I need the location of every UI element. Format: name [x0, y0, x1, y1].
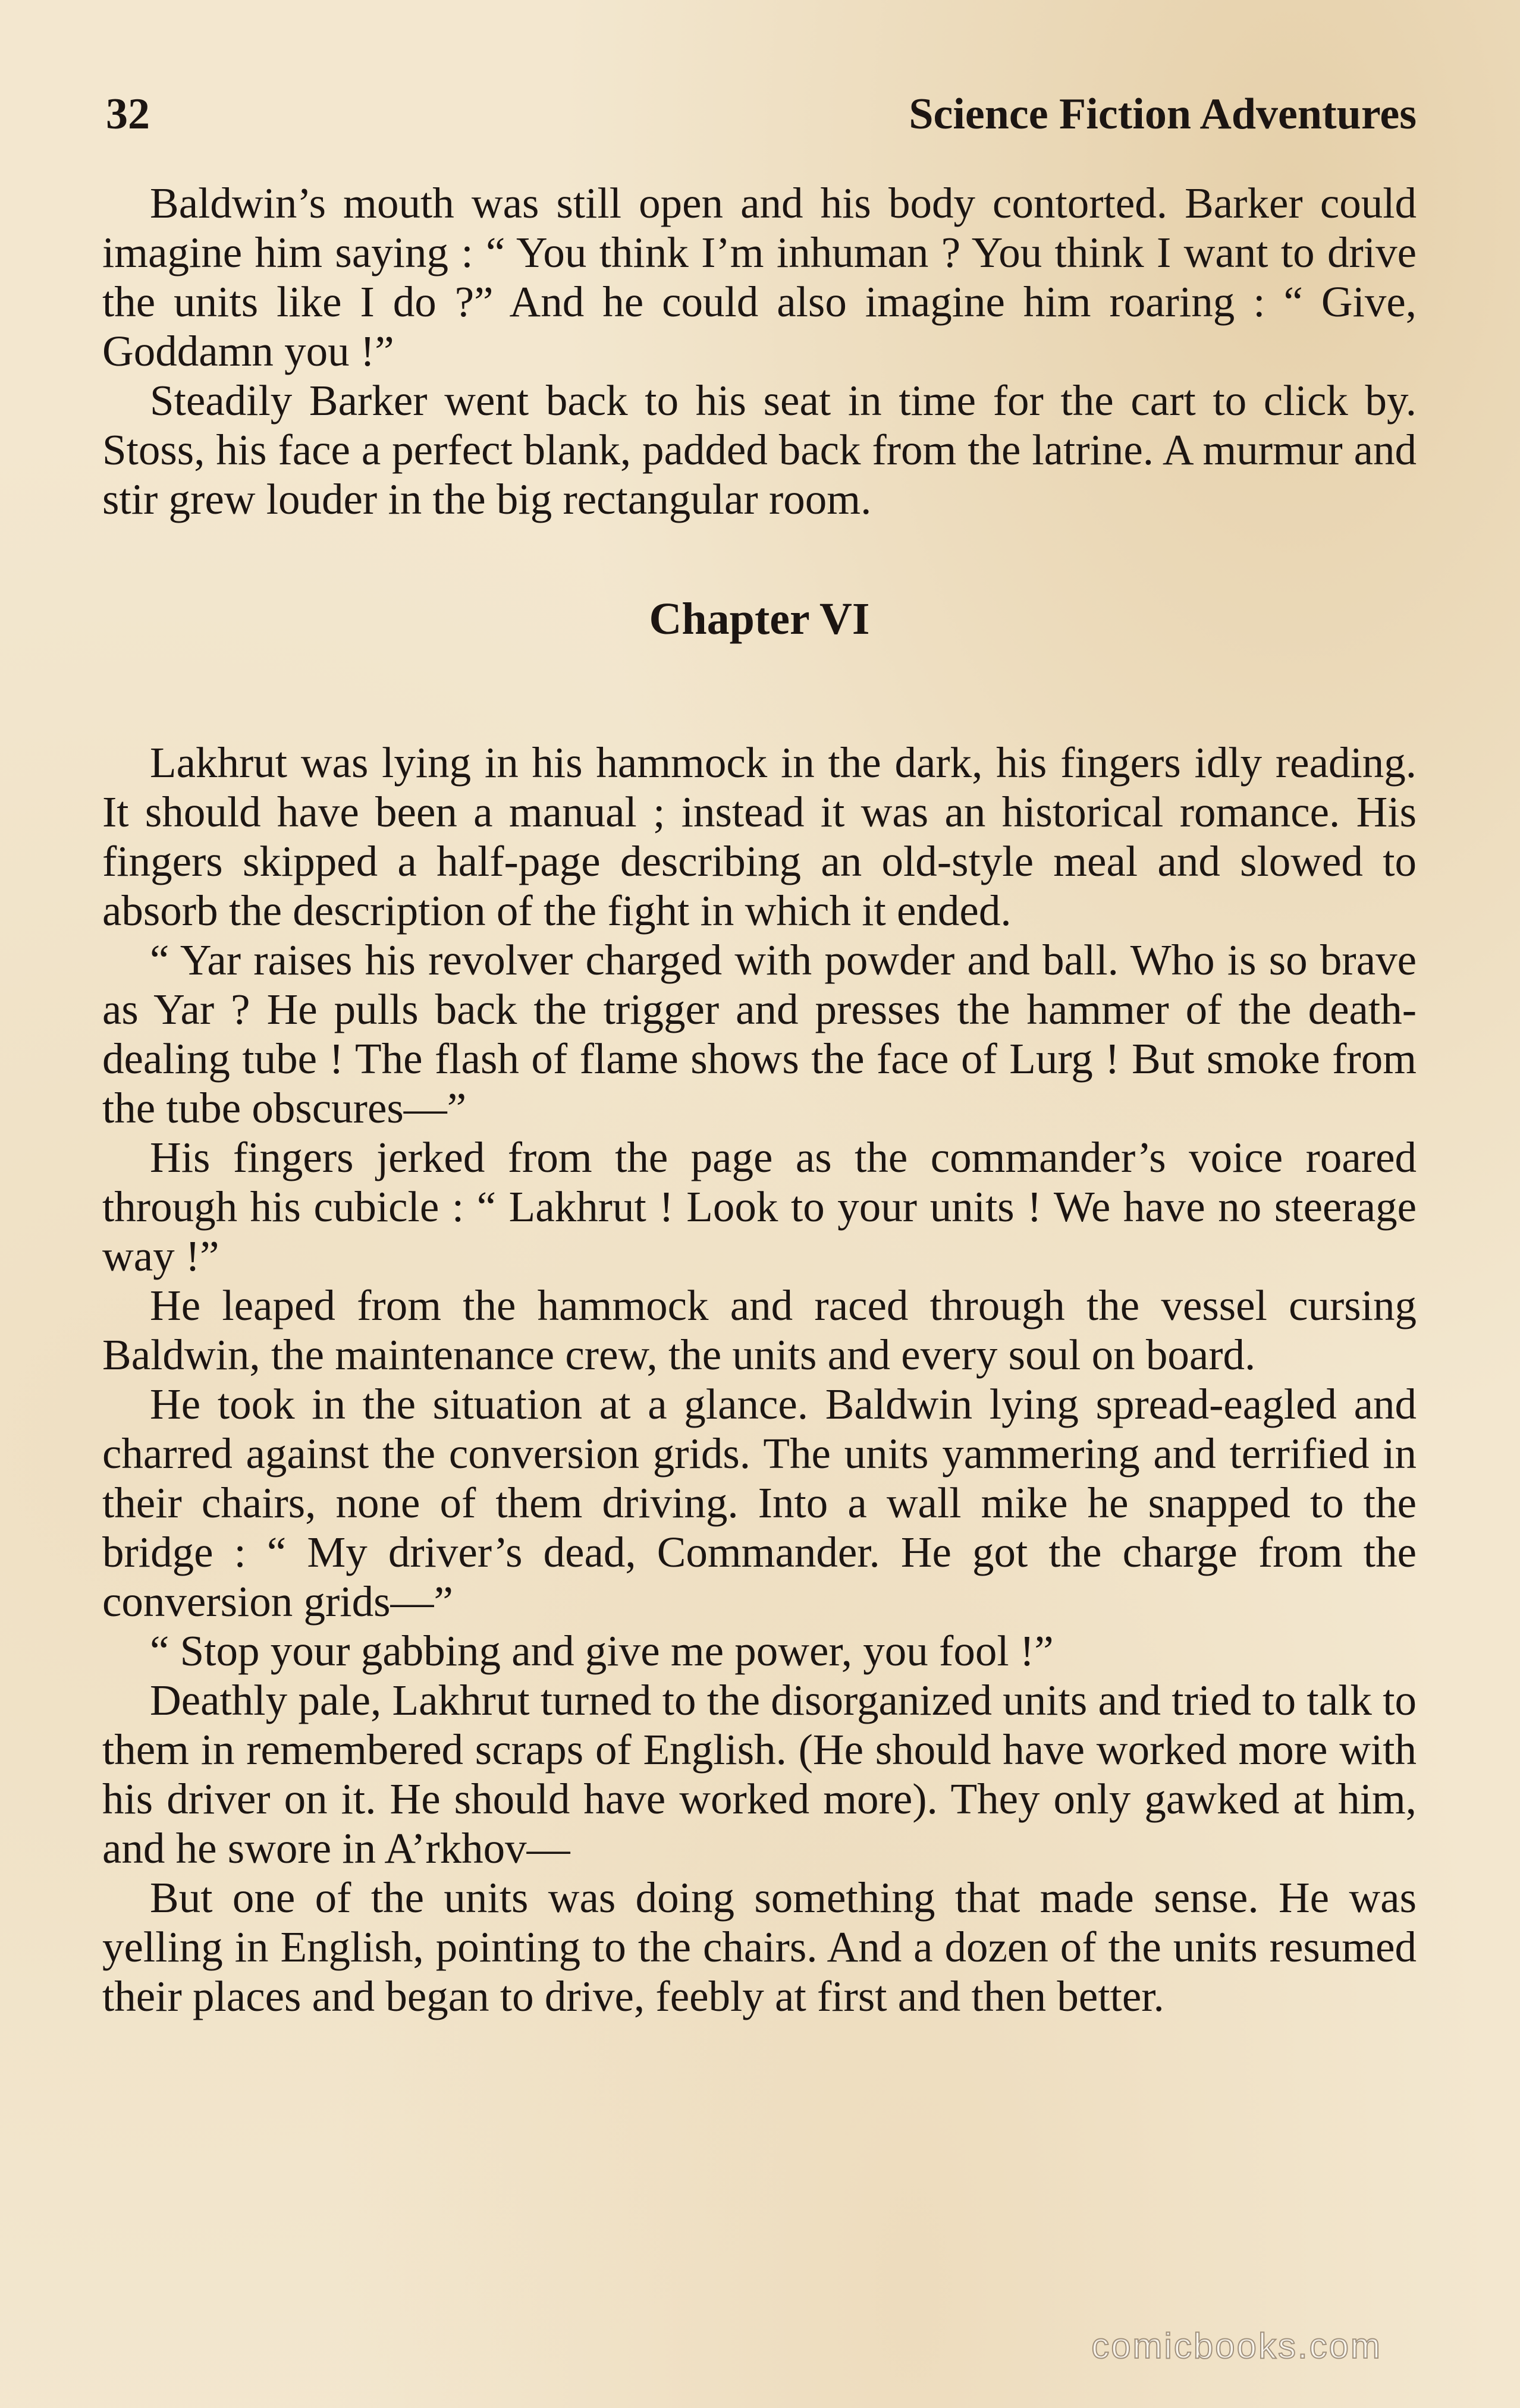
paragraph: Steadily Barker went back to his seat in time for the cart to click by. Stoss, his face a perfect blank, padded back from the latrine. A murmur and stir grew louder in the big rectangular room.	[102, 376, 1417, 523]
paragraph: He leaped from the hammock and raced through the vessel cursing Baldwin, the maintenance crew, the units and every soul on board.	[102, 1281, 1417, 1379]
paragraph: But one of the units was doing something that made sense. He was yelling in English, pointing to the chairs. And a dozen of the units resumed their places and began to drive, feebly at first and then better.	[102, 1873, 1417, 2020]
running-head	[102, 89, 1417, 149]
opening-section	[102, 178, 1417, 524]
paragraph: “ Yar raises his revolver charged with powder and ball. Who is so brave as Yar ? He pulls back the trigger and presses the hammer of the death-dealing tube ! The flash of flame shows the face of Lurg ! But smoke from the tube obscures—”	[102, 936, 1417, 1132]
paragraph: His fingers jerked from the page as the commander’s voice roared through his cubicle : “ Lakhrut ! Look to your units ! We have no steerage way !”	[102, 1133, 1417, 1280]
paragraph: Baldwin’s mouth was still open and his body contorted. Barker could imagine him saying : “ You think I’m inhuman ? You think I want to drive the units like I do ?” And he could also imagine him roaring : “ Give, Goddamn you !”	[102, 179, 1417, 375]
body-text	[102, 178, 1417, 2021]
chapter-section	[102, 738, 1417, 2021]
paragraph: “ Stop your gabbing and give me power, you fool !”	[150, 1627, 1054, 1675]
paragraph: Lakhrut was lying in his hammock in the dark, his fingers idly reading. It should have been a manual ; instead it was an historical romance. His fingers skipped a half-page describing an old-style meal and slowed to absorb the description of the fight in which it ended.	[102, 738, 1417, 935]
chapter-heading: Chapter VI	[649, 594, 870, 644]
running-title: Science Fiction Adventures	[909, 90, 1417, 139]
paragraph: Deathly pale, Lakhrut turned to the disorganized units and tried to talk to them in remembered scraps of English. (He should have worked more with his driver on it. He should have worked more). They only gawked at him, and he swore in A’rkhov—	[102, 1676, 1417, 1872]
paragraph: He took in the situation at a glance. Baldwin lying spread-eagled and charred against the conversion grids. The units yammering and terrified in their chairs, none of them driving. Into a wall mike he snapped to the bridge : “ My driver’s dead, Commander. He got the charge from the conversion grids—”	[102, 1380, 1417, 1626]
watermark: comicbooks.com	[1091, 2326, 1382, 2366]
page-number: 32	[106, 90, 150, 139]
